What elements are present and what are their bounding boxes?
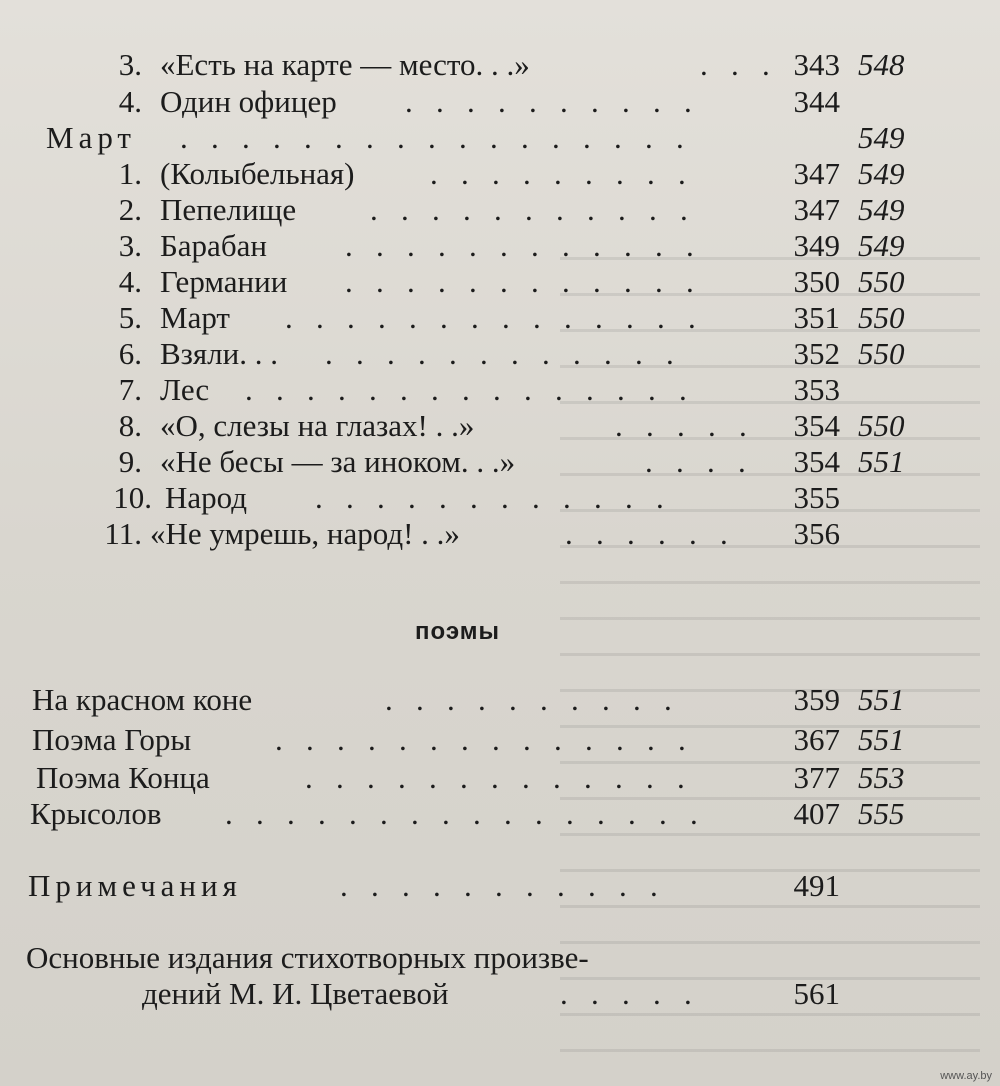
entry-title: Взяли. . . — [160, 336, 278, 371]
leader-dots: . . . . . . . . . . . . . . . — [245, 372, 687, 407]
note-page-number: 555 — [858, 796, 905, 831]
note-page-number: 549 — [858, 228, 905, 263]
entry-title: Лес — [160, 372, 210, 407]
page-number: 354 — [793, 408, 840, 443]
section-heading: поэмы — [415, 618, 501, 645]
page-number: 354 — [793, 444, 840, 479]
page-number: 344 — [793, 84, 840, 119]
toc-entry — [0, 84, 1000, 120]
leader-dots: . . . . . . . . . — [430, 156, 686, 191]
toc-entry — [0, 722, 1000, 758]
page-number: 355 — [793, 480, 840, 515]
entry-number: 5. — [118, 300, 142, 335]
entry-title: Примечания — [28, 868, 242, 903]
leader-dots: . . . . . . . . . . . . . — [305, 760, 685, 795]
entry-title: «О, слезы на глазах! . .» — [160, 408, 475, 443]
entry-title-continuation: дений М. И. Цветаевой — [142, 976, 449, 1011]
entry-title: Пепелище — [160, 192, 297, 227]
entry-number: 8. — [118, 408, 142, 443]
toc-entry — [0, 336, 1000, 372]
entry-number: 4. — [118, 264, 142, 299]
leader-dots: . . . . . . . . . . . . . . . . — [225, 796, 698, 831]
note-page-number: 551 — [858, 682, 905, 717]
entry-title: Основные издания стихотворных произве- — [26, 940, 589, 975]
note-page-number: 550 — [858, 336, 905, 371]
note-page-number: 549 — [858, 192, 905, 227]
leader-dots: . . . . . . . . . . . . — [325, 336, 674, 371]
toc-entry-line — [0, 976, 1000, 1012]
page-number: 349 — [793, 228, 840, 263]
leader-dots: . . . . . . . . . . — [405, 84, 692, 119]
leader-dots: . . . . . — [560, 976, 692, 1011]
leader-dots: . . . . . . . . . . . . . . . . . — [180, 120, 684, 155]
page-number: 407 — [793, 796, 840, 831]
entry-title: Март — [160, 300, 230, 335]
page-number: 356 — [793, 516, 840, 551]
note-page-number: 550 — [858, 300, 905, 335]
entry-title: Поэма Конца — [36, 760, 210, 795]
watermark: www.ay.by — [940, 1070, 992, 1082]
leader-dots: . . . . . . . . . . . . — [345, 228, 694, 263]
entry-title: Германии — [160, 264, 288, 299]
leader-dots: . . . . . . . . . . . . . . — [275, 722, 686, 757]
toc-entry — [0, 156, 1000, 192]
page-number: 367 — [793, 722, 840, 757]
page-number: 352 — [793, 336, 840, 371]
leader-dots: . . . . . — [615, 408, 747, 443]
page-number: 561 — [793, 976, 840, 1011]
note-page-number: 550 — [858, 408, 905, 443]
note-page-number: 549 — [858, 156, 905, 191]
toc-entry-line — [0, 940, 1000, 976]
entry-number: 3. — [118, 47, 142, 82]
toc-entry — [0, 408, 1000, 444]
toc-entry — [0, 264, 1000, 300]
note-page-number: 553 — [858, 760, 905, 795]
toc-entry — [0, 760, 1000, 796]
entry-title: Поэма Горы — [32, 722, 192, 757]
entry-number: 4. — [118, 84, 142, 119]
leader-dots: . . . . . . . . . . — [385, 682, 672, 717]
entry-title: Барабан — [160, 228, 267, 263]
leader-dots: . . . . . . . . . . . . — [315, 480, 664, 515]
leader-dots: . . . — [700, 47, 770, 82]
toc-entry — [0, 868, 1000, 904]
entry-title: «Не бесы — за иноком. . .» — [160, 444, 516, 479]
entry-title: На красном коне — [32, 682, 253, 717]
toc-entry — [0, 444, 1000, 480]
entry-title: Март — [46, 120, 136, 155]
page-number: 377 — [793, 760, 840, 795]
toc-entry — [0, 47, 1000, 83]
toc-entry — [0, 480, 1000, 516]
toc-entry — [0, 796, 1000, 832]
toc-entry — [0, 682, 1000, 718]
entry-title: Один офицер — [160, 84, 337, 119]
leader-dots: . . . . . . . . . . . . — [345, 264, 694, 299]
entry-number: 9. — [118, 444, 142, 479]
toc-section-entry — [0, 120, 1000, 156]
toc-entry — [0, 192, 1000, 228]
note-page-number: 549 — [858, 120, 905, 155]
entry-number: 11. — [104, 516, 142, 551]
entry-title: Крысолов — [30, 796, 162, 831]
page-number: 351 — [793, 300, 840, 335]
page-number: 350 — [793, 264, 840, 299]
leader-dots: . . . . . . — [565, 516, 728, 551]
entry-title: «Не умрешь, народ! . .» — [150, 516, 460, 551]
entry-number: 7. — [118, 372, 142, 407]
entry-title: «Есть на карте — место. . .» — [160, 47, 530, 82]
leader-dots: . . . . . . . . . . . — [370, 192, 688, 227]
entry-number: 1. — [118, 156, 142, 191]
leader-dots: . . . . . . . . . . . . . . — [285, 300, 696, 335]
toc-entry — [0, 372, 1000, 408]
toc-entry — [0, 228, 1000, 264]
leader-dots: . . . . — [645, 444, 746, 479]
note-page-number: 548 — [858, 47, 905, 82]
entry-title: (Колыбельная) — [160, 156, 355, 191]
page-number: 491 — [793, 868, 840, 903]
page-number: 343 — [793, 47, 840, 82]
entry-number: 2. — [118, 192, 142, 227]
entry-number: 6. — [118, 336, 142, 371]
entry-title: Народ — [165, 480, 248, 515]
page-number: 353 — [793, 372, 840, 407]
entry-number: 3. — [118, 228, 142, 263]
toc-entry — [0, 300, 1000, 336]
toc-entry — [0, 516, 1000, 552]
leader-dots: . . . . . . . . . . . — [340, 868, 658, 903]
entry-number: 10. — [113, 480, 152, 515]
page-number: 359 — [793, 682, 840, 717]
note-page-number: 550 — [858, 264, 905, 299]
note-page-number: 551 — [858, 722, 905, 757]
note-page-number: 551 — [858, 444, 905, 479]
page-number: 347 — [793, 192, 840, 227]
page-number: 347 — [793, 156, 840, 191]
